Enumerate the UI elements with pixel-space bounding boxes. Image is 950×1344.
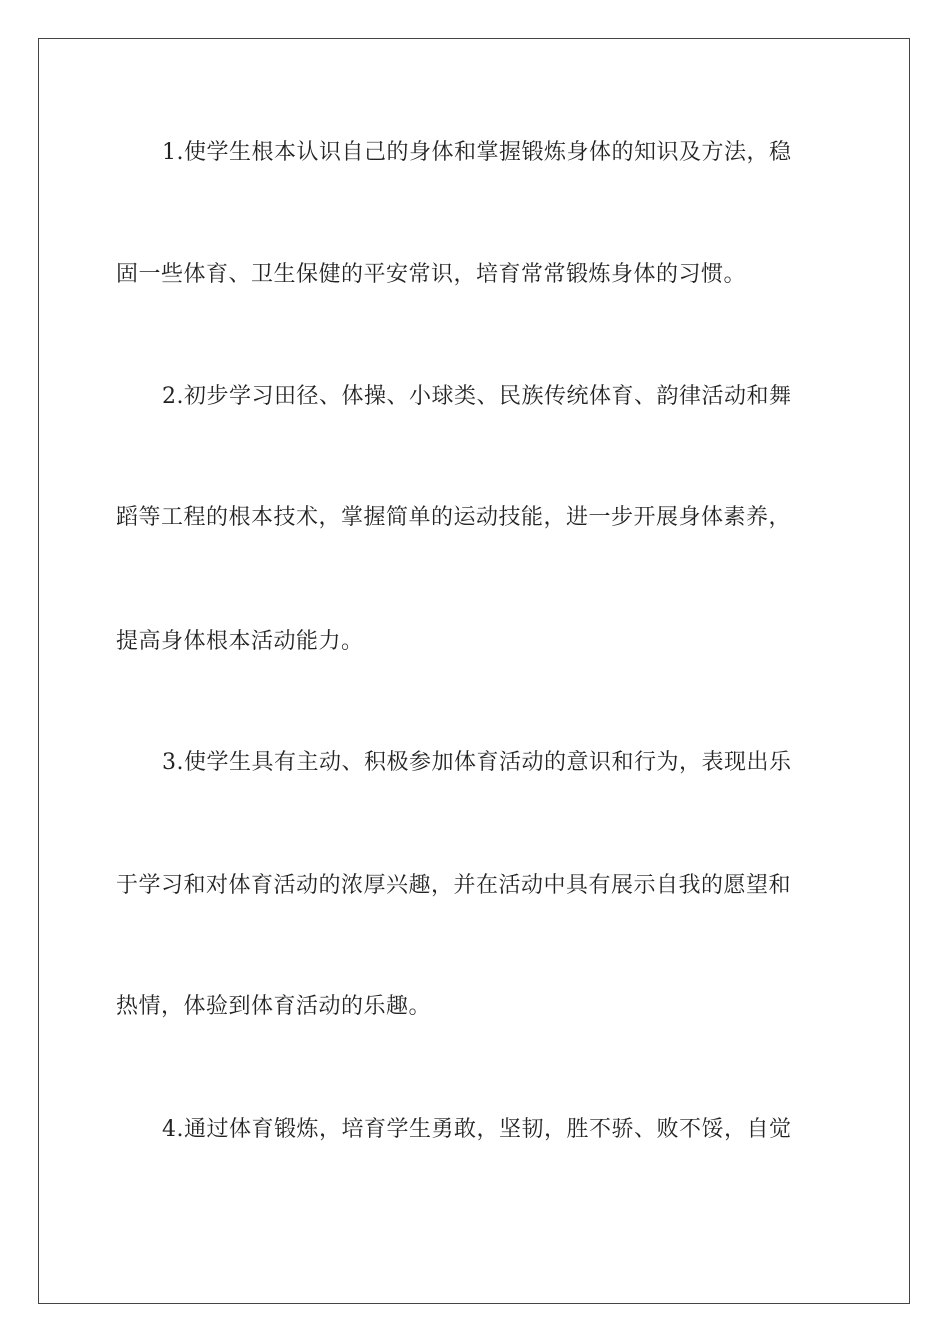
paragraph-2-line-1: 2.初步学习田径、体操、小球类、民族传统体育、韵律活动和舞	[162, 384, 792, 409]
paragraph-1-line-2: 固一些体育、卫生保健的平安常识，培育常常锻炼身体的习惯。	[116, 262, 747, 287]
paragraph-2-line-3: 提高身体根本活动能力。	[116, 629, 364, 654]
paragraph-3-line-3: 热情，体验到体育活动的乐趣。	[116, 994, 432, 1019]
paragraph-1-line-1: 1.使学生根本认识自己的身体和掌握锻炼身体的知识及方法，稳	[162, 140, 792, 165]
paragraph-3-line-1: 3.使学生具有主动、积极参加体育活动的意识和行为，表现出乐	[162, 750, 792, 775]
paragraph-3-line-2: 于学习和对体育活动的浓厚兴趣，并在活动中具有展示自我的愿望和	[116, 873, 792, 898]
paragraph-4-line-1: 4.通过体育锻炼，培育学生勇敢，坚韧，胜不骄、败不馁，自觉	[162, 1117, 792, 1142]
paragraph-2-line-2: 蹈等工程的根本技术，掌握简单的运动技能，进一步开展身体素养，	[116, 505, 792, 530]
